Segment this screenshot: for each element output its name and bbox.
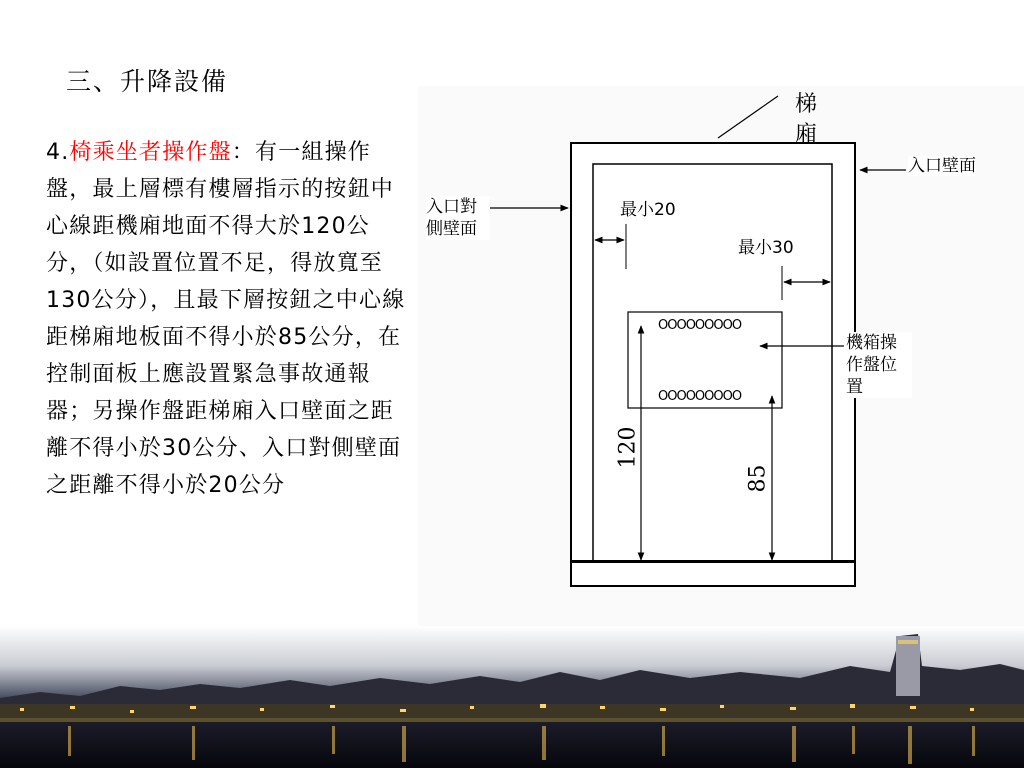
entrance-wall-label: 入口壁面: [908, 156, 976, 176]
dim-120-label: 120: [615, 426, 641, 469]
highlight-term: 椅乘坐者操作盤: [69, 140, 232, 165]
car-label: 梯廂: [794, 92, 817, 147]
elevator-diagram: [418, 86, 1024, 626]
bottom-button-row: OOOOOOOOO: [658, 389, 742, 404]
body-paragraph: [46, 134, 412, 504]
item-number: 4.: [46, 140, 70, 165]
panel-position-label: 機箱操作盤位置: [846, 332, 912, 398]
paragraph-text: ：有一組操作盤，最上層標有樓層指示的按鈕中心線距機廂地面不得大於120公分，（如設置位置不足，得放寬至130公分），且最下層按鈕之中心線距梯廂地板面不得小於85公分，在控制面板上應設置緊急事故通報器；另操作盤距梯廂入口壁面之距離不得小於30公分、入口對側壁面之距離不得小於20公分: [46, 140, 406, 498]
night-skyline-image: [0, 626, 1024, 768]
top-button-row: OOOOOOOOO: [658, 318, 742, 333]
opposite-wall-label: 入口對側壁面: [426, 196, 490, 240]
car-floor: [571, 562, 855, 586]
paragraph-number: 20: [208, 473, 239, 498]
paragraph-number: 30: [162, 436, 193, 461]
paragraph-number: 120: [301, 214, 347, 239]
paragraph-number: 85: [278, 325, 309, 350]
car-leader-line: [718, 96, 778, 138]
dim-85-label: 85: [745, 464, 771, 493]
min30-label: 最小30: [738, 238, 794, 258]
slide-title: 三、升降設備: [66, 67, 229, 96]
paragraph-number: 130: [46, 288, 92, 313]
min20-label: 最小20: [620, 200, 676, 220]
